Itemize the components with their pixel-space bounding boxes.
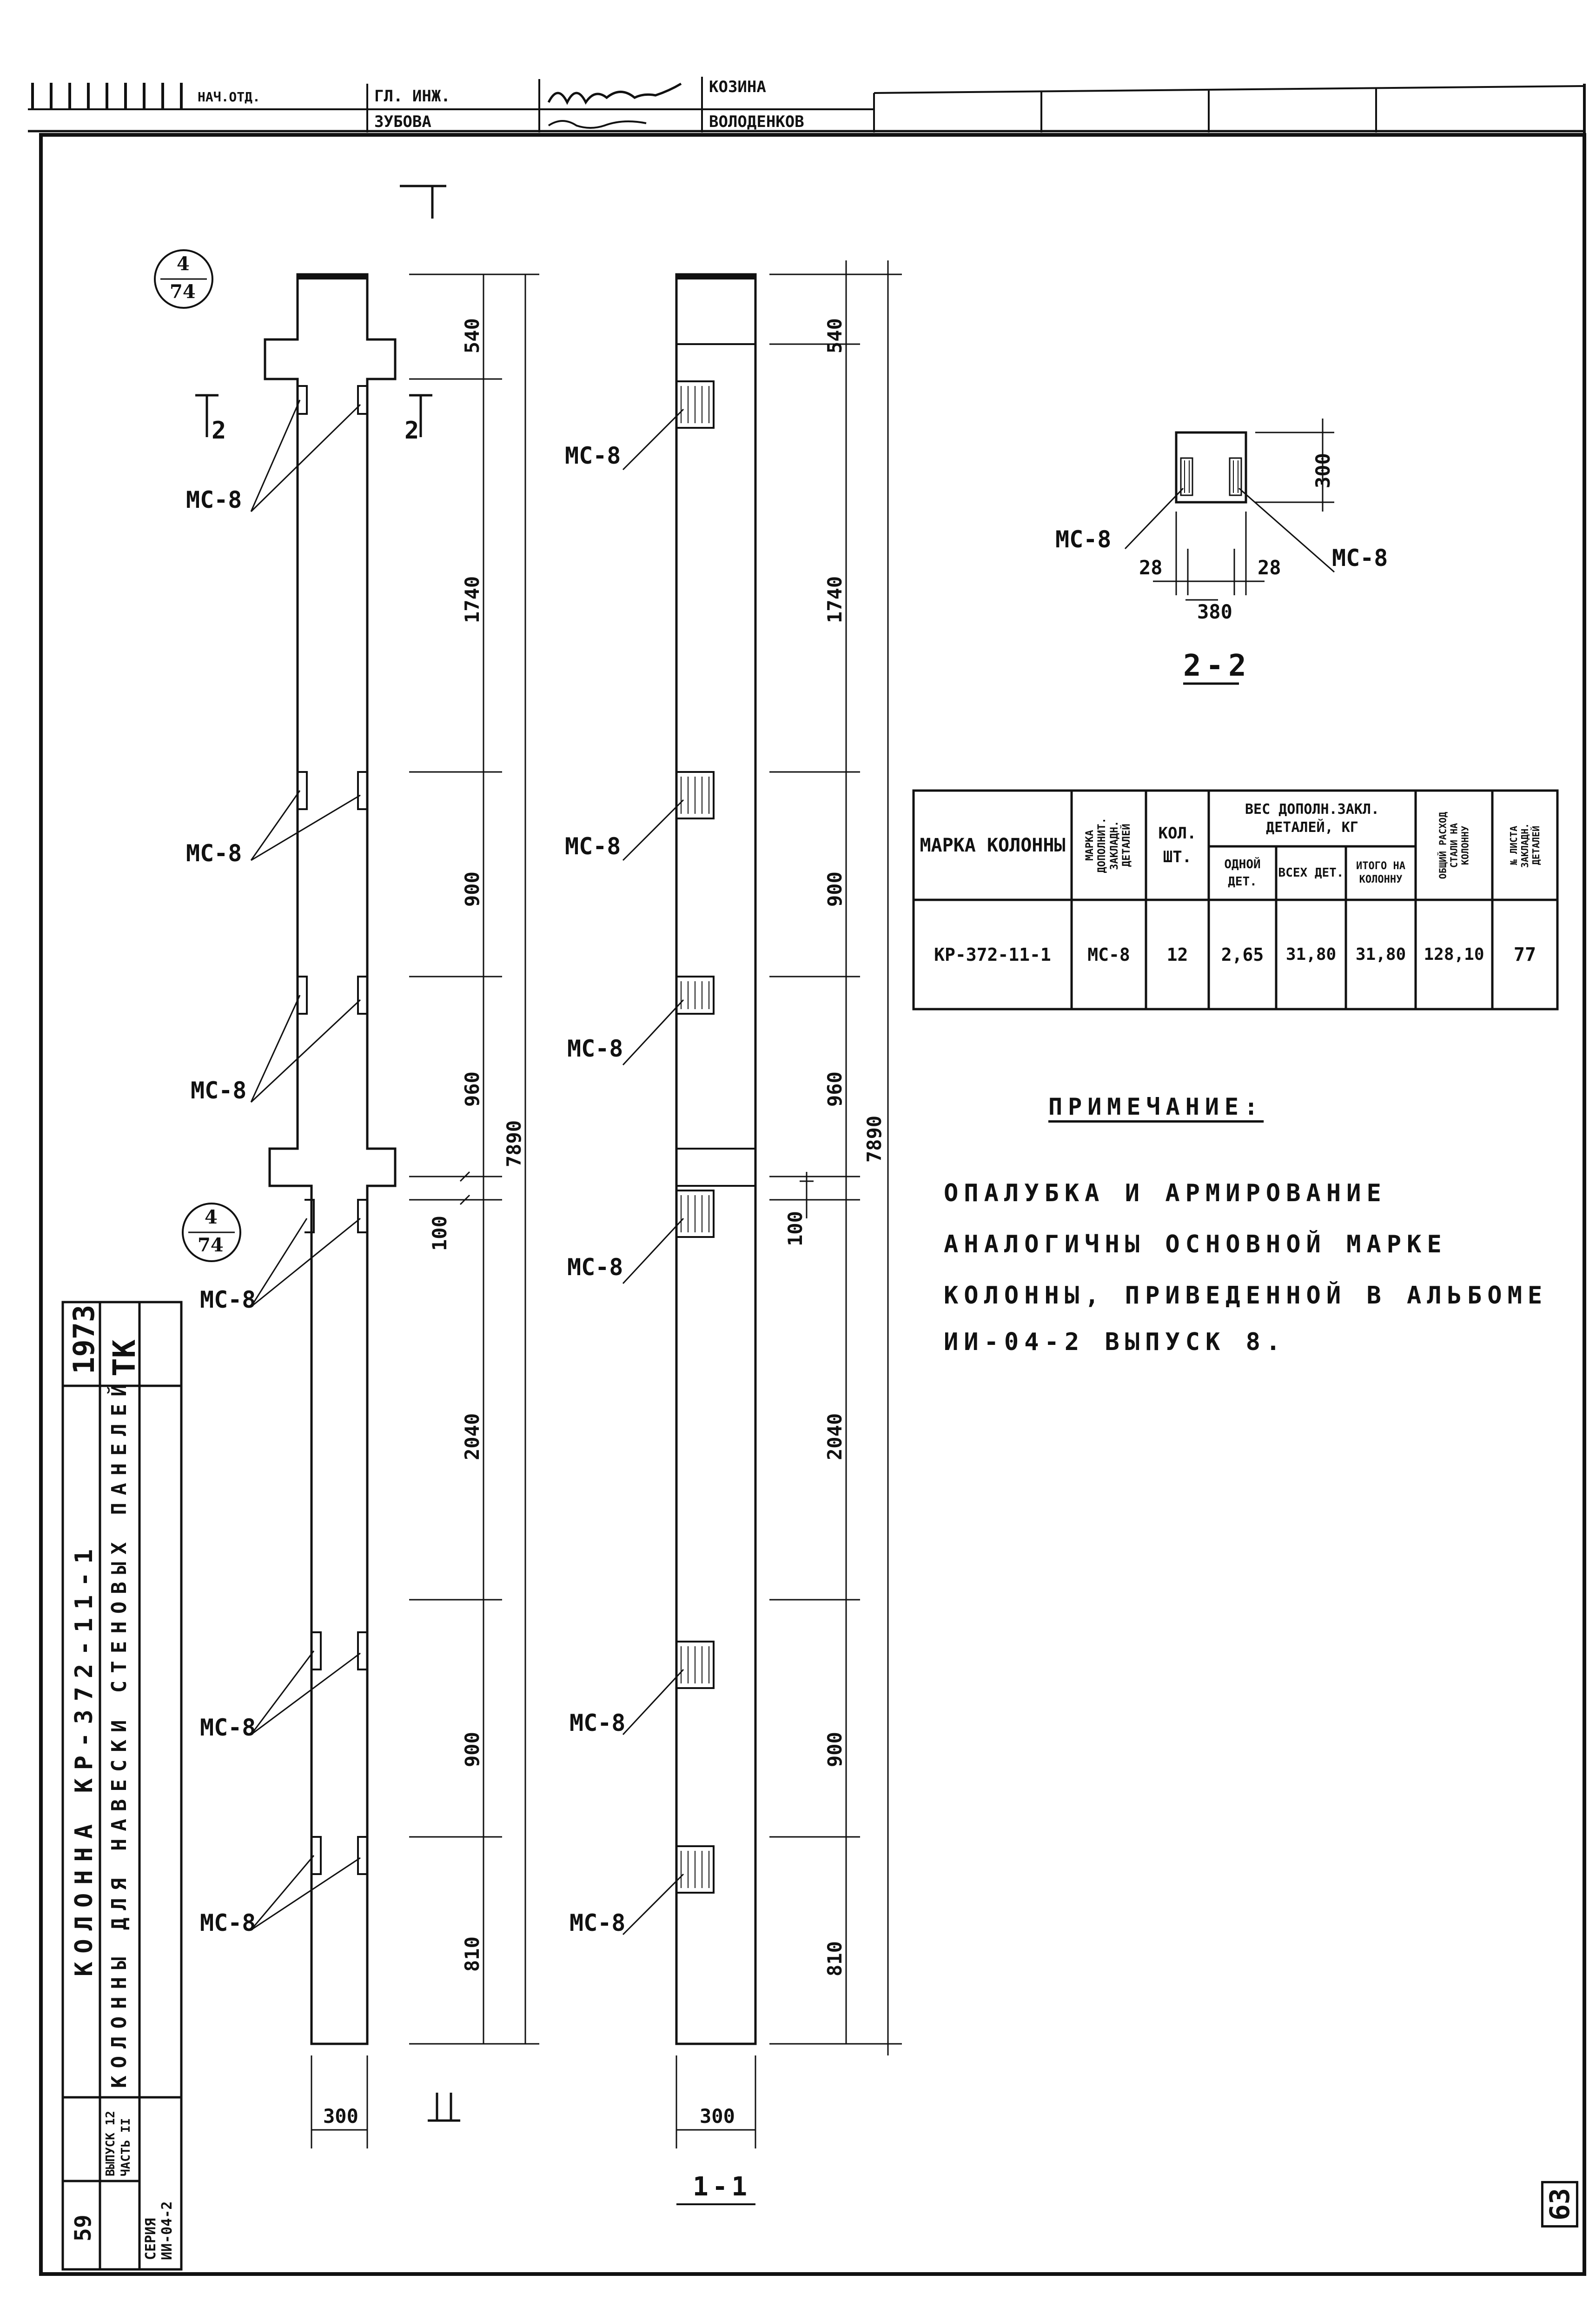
section-2-2 <box>1125 419 1334 684</box>
th-qty: КОЛ. ШТ. <box>1158 824 1197 866</box>
part-tag: МС-8 <box>1055 526 1112 553</box>
dim-100: 100 <box>784 1211 807 1246</box>
td-qty: 12 <box>1166 944 1188 965</box>
stamp-issue: ВЫПУСК 12 <box>104 2111 118 2176</box>
th-sheet-cell <box>1492 791 1557 900</box>
node-ref-top-num: 4 <box>177 253 190 275</box>
cut-label-2-left: 2 <box>212 417 226 445</box>
section-dim-width: 380 <box>1197 600 1232 623</box>
dim-900-a: 900 <box>461 871 483 907</box>
stamp-org: ТК <box>106 1339 142 1377</box>
dim-960: 960 <box>461 1071 483 1107</box>
note-title: ПРИМЕЧАНИЕ: <box>1048 1093 1264 1120</box>
th-weight-one: ОДНОЙ ДЕТ. <box>1224 858 1261 889</box>
td-sheet-ref: 77 <box>1513 944 1536 965</box>
stamp-title-line1: КОЛОННЫ ДЛЯ НАВЕСКИ СТЕНОВЫХ ПАНЕЛЕЙ <box>107 1377 131 2088</box>
part-tag: МС-8 <box>200 1714 256 1741</box>
dim-2040: 2040 <box>461 1413 483 1460</box>
title-block-name-3: ВОЛОДЕНКОВ <box>709 113 804 131</box>
column-view-1-1 <box>623 260 902 2204</box>
dim-width-300: 300 <box>700 2105 735 2128</box>
td-weight-all: 31,80 <box>1285 945 1337 964</box>
td-mark: КР-372-11-1 <box>934 944 1051 965</box>
title-block-role-1: НАЧ.ОТД. <box>198 89 260 105</box>
dim-540: 540 <box>461 318 483 353</box>
part-tag: МС-8 <box>186 840 242 867</box>
part-tag: МС-8 <box>565 833 621 860</box>
stamp-series: ИИ-04-2 <box>159 2201 175 2260</box>
part-tag: МС-8 <box>200 1286 256 1313</box>
td-weight-total: 31,80 <box>1355 945 1406 964</box>
td-steel-total: 128,10 <box>1424 945 1484 964</box>
stamp-title-line2: КОЛОННА КР-372-11-1 <box>70 1541 98 1976</box>
note-line-3: КОЛОННЫ, ПРИВЕДЕННОЙ В АЛЬБОМЕ <box>944 1282 1548 1310</box>
part-tag: МС-8 <box>567 1254 623 1281</box>
td-weight-one: 2,65 <box>1221 944 1264 965</box>
part-tag: МС-8 <box>570 1909 626 1936</box>
th-weight-group: ВЕС ДОПОЛН.ЗАКЛ. ДЕТАЛЕЙ, КГ <box>1245 801 1379 836</box>
part-tag: МС-8 <box>200 1909 256 1936</box>
dim-810: 810 <box>461 1936 483 1972</box>
title-block-role-2: ГЛ. ИНЖ. <box>374 87 450 106</box>
node-ref-mid-num: 4 <box>205 1206 218 1228</box>
stamp-year: 1973 <box>67 1304 101 1374</box>
section-dim-offset-left: 28 <box>1139 556 1163 579</box>
title-block-name-2: ЗУБОВА <box>374 113 431 131</box>
dim-2040: 2040 <box>823 1413 846 1460</box>
dim-width-300: 300 <box>323 2105 358 2128</box>
th-sheet-ref: № ЛИСТА ЗАКЛАДН. ДЕТАЛЕЙ <box>1508 823 1542 868</box>
th-steel-total: ОБЩИЙ РАСХОД СТАЛИ НА КОЛОННУ <box>1437 811 1471 879</box>
dim-900-a: 900 <box>823 871 846 907</box>
node-ref-mid-den: 74 <box>198 1234 224 1256</box>
dim-1740: 1740 <box>823 576 846 623</box>
th-mark: МАРКА КОЛОННЫ <box>920 834 1066 856</box>
cut-label-2-right: 2 <box>404 417 419 445</box>
dim-960: 960 <box>823 1071 846 1107</box>
section-dim-offset-right: 28 <box>1258 556 1281 579</box>
sheet-number: 63 <box>1541 2181 1578 2228</box>
note-line-2: АНАЛОГИЧНЫ ОСНОВНОЙ МАРКЕ <box>944 1230 1447 1258</box>
part-tag: МС-8 <box>570 1709 626 1736</box>
column-elevation <box>155 186 539 2148</box>
th-weight-total: ИТОГО НА КОЛОННУ <box>1356 860 1405 885</box>
stamp-page: 59 <box>70 2215 96 2241</box>
dim-540: 540 <box>823 318 846 353</box>
view-label-1-1: 1-1 <box>693 2172 751 2202</box>
part-tag: МС-8 <box>1332 545 1388 572</box>
dim-1740: 1740 <box>461 576 483 623</box>
section-label-2-2: 2-2 <box>1183 649 1251 683</box>
dim-810: 810 <box>823 1941 846 1976</box>
note-line-4: ИИ-04-2 ВЫПУСК 8. <box>944 1328 1286 1356</box>
part-tag: МС-8 <box>567 1035 623 1062</box>
dim-total-7890: 7890 <box>863 1115 886 1163</box>
dim-900-b: 900 <box>823 1732 846 1767</box>
th-part-mark: МАРКА ДОПОЛНИТ. ЗАКЛАДН. ДЕТАЛЕЙ <box>1084 817 1133 873</box>
part-tag: МС-8 <box>186 486 242 513</box>
node-ref-top-den: 74 <box>170 281 196 303</box>
dim-100: 100 <box>428 1216 451 1251</box>
top-title-strip <box>28 77 1584 133</box>
stamp-part: ЧАСТЬ II <box>119 2118 133 2176</box>
th-part-mark-cell <box>1072 791 1146 900</box>
note-line-1: ОПАЛУБКА И АРМИРОВАНИЕ <box>944 1179 1387 1207</box>
th-steel-cell <box>1416 791 1492 900</box>
dim-900-b: 900 <box>461 1732 483 1767</box>
title-block-name-1: КОЗИНА <box>709 78 766 96</box>
stamp-series-label: СЕРИЯ <box>143 2218 159 2260</box>
td-part-mark: МС-8 <box>1087 944 1130 965</box>
section-dim-height: 300 <box>1311 453 1334 488</box>
part-tag: МС-8 <box>191 1077 247 1104</box>
dim-total-7890: 7890 <box>503 1120 525 1167</box>
part-tag: МС-8 <box>565 442 621 469</box>
th-weight-all: ВСЕХ ДЕТ. <box>1278 866 1344 880</box>
